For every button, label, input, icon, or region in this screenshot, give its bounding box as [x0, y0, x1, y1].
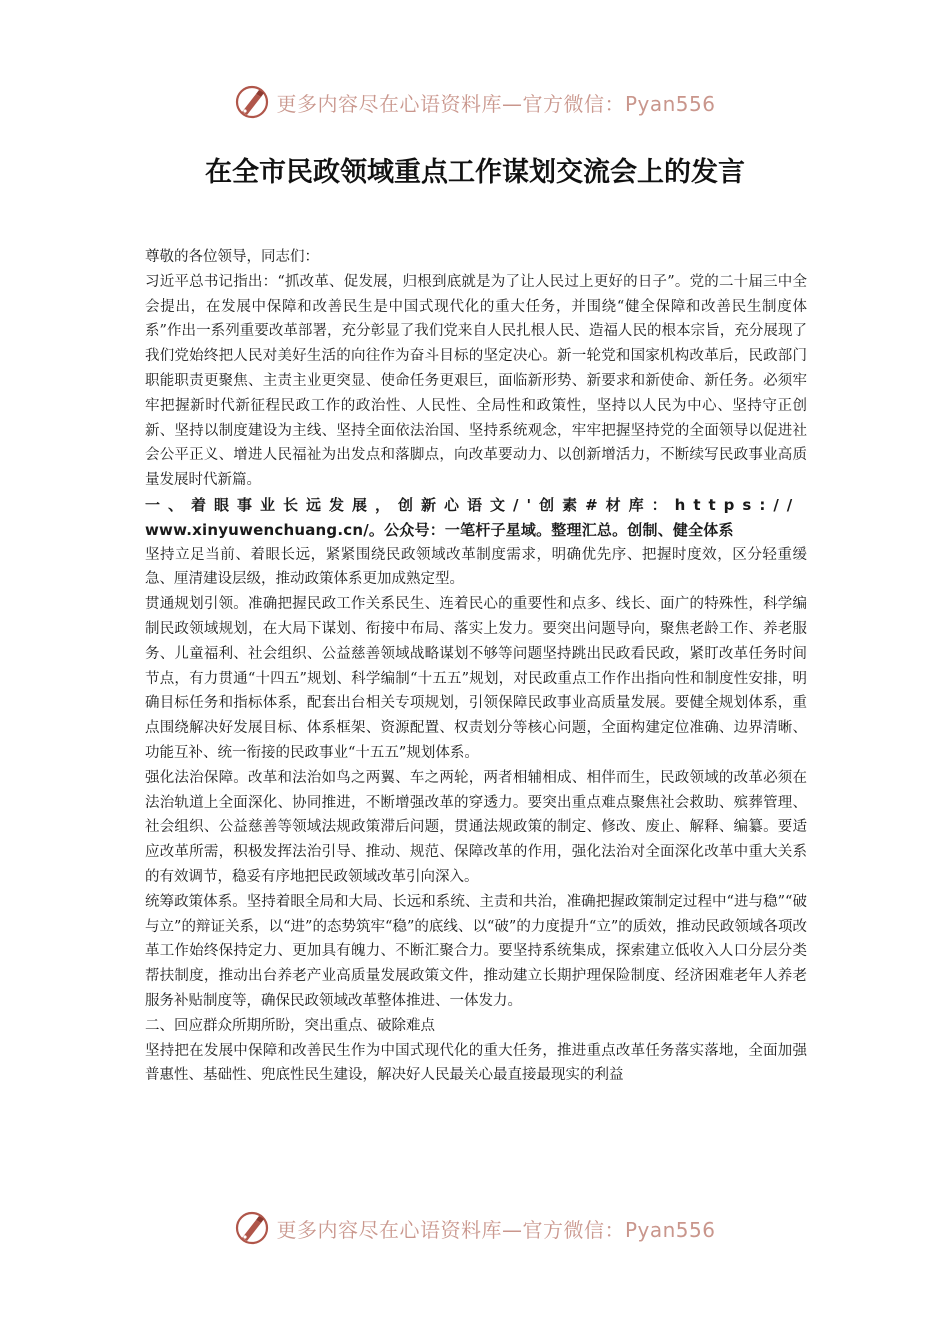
watermark-text: 更多内容尽在心语资料库—官方微信：Pyan556: [276, 1217, 716, 1242]
document-title: 在全市民政领域重点工作谋划交流会上的发言: [205, 157, 745, 188]
section1-heading-line2: www.xinyuwenchuang.cn/。公众号：一笔杆子星域。整理汇总。创制、健全体系: [145, 520, 734, 539]
section1-paragraph-2: 贯通规划引领。准确把握民政工作关系民生、连着民心的重要性和点多、线长、面广的特殊性，科学编制民政领域规划，在大局下谋划、衔接中布局、落实上发力。要突出问题导向，聚焦老龄工作、养老服务、儿童福利、社会组织、公益慈善领域战略谋划不够等问题坚持跳出民政看民政，紧盯改革任务时间节点，有力贯通“十四五”规划、科学编制“十五五”规划，对民政重点工作作出指向性和制度性安排，明确目标任务和指标体系，配套出台相关专项规划，引领保障民政事业高质量发展。要健全规划体系，重点围绕解决好发展目标、体系框架、资源配置、权责划分等核心问题，全面构建定位准确、边界清晰、功能互补、统一衔接的民政事业“十五五”规划体系。: [145, 596, 807, 761]
watermark-banner-top: [0, 82, 950, 122]
pen-nib-circle-icon: [234, 84, 270, 120]
section1-paragraph-4: 统筹政策体系。坚持着眼全局和大局、长远和系统、主责和共治，准确把握政策制定过程中“进与稳”“破与立”的辩证关系，以“进”的态势筑牢“稳”的底线、以“破”的力度提升“立”的质效，推动民政领域各项改革工作始终保持定力、更加具有魄力、不断汇聚合力。要坚持系统集成，探索建立低收入人口分层分类帮扶制度，推动出台养老产业高质量发展政策文件，推动建立长期护理保险制度、经济困难老年人养老服务补贴制度等，确保民政领域改革整体推进、一体发力。: [145, 893, 807, 1009]
document-body: [145, 245, 807, 1088]
section2-paragraph-1: 坚持把在发展中保障和改善民生作为中国式现代化的重大任务，推进重点改革任务落实落地，全面加强普惠性、基础性、兜底性民生建设，解决好人民最关心最直接最现实的利益: [145, 1042, 807, 1084]
intro-paragraph: 习近平总书记指出：“抓改革、促发展，归根到底就是为了让人民过上更好的日子”。党的二十届三中全会提出，在发展中保障和改善民生是中国式现代化的重大任务，并围绕“健全保障和改善民生制度体系”作出一系列重要改革部署，充分彰显了我们党来自人民扎根人民、造福人民的根本宗旨，充分展现了我们党始终把人民对美好生活的向往作为奋斗目标的坚定决心。新一轮党和国家机构改革后，民政部门职能职责更聚焦、主责主业更突显、使命任务更艰巨，面临新形势、新要求和新使命、新任务。必须牢牢把握新时代新征程民政工作的政治性、人民性、全局性和政策性，坚持以人民为中心、坚持守正创新、坚持以制度建设为主线、坚持全面依法治国、坚持系统观念，牢牢把握坚持党的全面领导以促进社会公平正义、增进人民福祉为出发点和落脚点，向改革要动力、以创新增活力，不断续写民政事业高质量发展时代新篇。: [145, 273, 807, 489]
salutation: 尊敬的各位领导，同志们：: [145, 249, 319, 265]
section2-heading: 二、回应群众所期所盼，突出重点、破除难点: [145, 1017, 435, 1034]
watermark-text: 更多内容尽在心语资料库—官方微信：Pyan556: [276, 91, 716, 116]
section1-heading-line1: 一、着眼事业长远发展，创新心语文/'创素#材库：https://: [145, 495, 801, 514]
section1-paragraph-3: 强化法治保障。改革和法治如鸟之两翼、车之两轮，两者相辅相成、相伴而生，民政领域的改革必须在法治轨道上全面深化、协同推进，不断增强改革的穿透力。要突出重点难点聚焦社会救助、殡葬管理、社会组织、公益慈善等领域法规政策滞后问题，贯通法规政策的制定、修改、废止、解释、编纂。要适应改革所需，积极发挥法治引导、推动、规范、保障改革的作用，强化法治对全面深化改革中重大关系的有效调节，稳妥有序地把民政领域改革引向深入。: [145, 769, 807, 885]
watermark-banner-bottom: [0, 1208, 950, 1248]
section1-paragraph-1: 坚持立足当前、着眼长远，紧紧围绕民政领域改革制度需求，明确优先序、把握时度效，区分轻重缓急、厘清建设层级，推动政策体系更加成熟定型。: [145, 546, 807, 588]
pen-nib-circle-icon: [234, 1210, 270, 1246]
